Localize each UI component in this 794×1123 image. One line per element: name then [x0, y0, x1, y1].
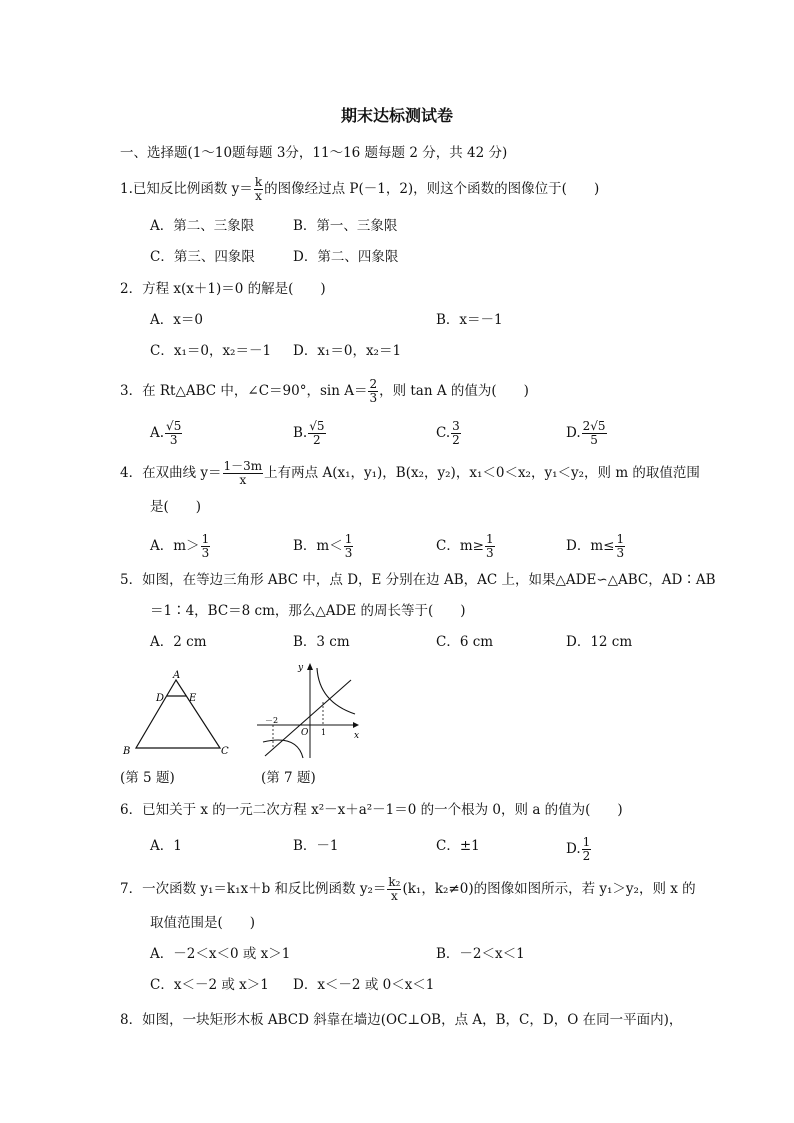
q7-post: (k₁，k₂≠0)的图像如图所示，若 y₁＞y₂，则 x 的 [402, 881, 696, 897]
graph-origin-label: O [301, 728, 309, 738]
figure-5-caption: (第 5 题) [120, 770, 175, 786]
q1-option-a: A．第二、三象限 [150, 218, 255, 234]
q1-option-c: C．第三、四象限 [150, 249, 255, 265]
figure-7-graph [255, 660, 365, 760]
graph-y-axis-label: y [298, 663, 304, 673]
q2-option-c: C．x₁＝0，x₂＝－1 [150, 343, 272, 359]
q3-pre: 3．在 Rt△ABC 中，∠C＝90°，sin A＝ [120, 383, 368, 399]
q4-option-a: A．m＞ $\frac{1}{3}$ [150, 532, 210, 560]
q3-fraction: $\frac{2}{3}$ [369, 377, 378, 405]
vertex-d-label: D [156, 693, 165, 704]
q7-option-c: C．x＜－2 或 x＞1 [150, 977, 269, 993]
q2-option-a: A．x＝0 [150, 312, 203, 328]
q7-fraction: $\frac{\text{k₂}}{x}$ [388, 875, 401, 903]
q3-option-b: B. $\frac{√5}{2}$ [293, 419, 325, 447]
q7-pre: 7．一次函数 y₁＝k₁x＋b 和反比例函数 y₂＝ [120, 881, 387, 897]
q5-option-b: B．3 cm [293, 634, 350, 650]
q7-option-b: B．－2＜x＜1 [436, 946, 525, 962]
q5-option-a: A．2 cm [150, 634, 207, 650]
q6-option-c: C．±1 [436, 838, 480, 854]
q2-option-b: B．x＝－1 [436, 312, 503, 328]
q4-option-b: B．m＜ $\frac{1}{3}$ [293, 532, 353, 560]
q1-post: 的图像经过点 P(－1，2)，则这个函数的图像位于( ) [264, 181, 600, 197]
graph-tick-minus2: －2 [265, 716, 279, 725]
figure-7-caption: (第 7 题) [261, 770, 316, 786]
q2-option-d: D．x₁＝0，x₂＝1 [293, 343, 402, 359]
q3-option-a: A. $\frac{√5}{3}$ [150, 419, 182, 447]
section-heading: 一、选择题(1～10题每题 3分，11～16 题每题 2 分，共 42 分) [120, 145, 508, 161]
q3-post: ，则 tan A 的值为( ) [379, 383, 529, 399]
q4-fraction: $\frac{1-3m}{x}$ [223, 459, 263, 487]
q7-option-d: D．x＜－2 或 0＜x＜1 [293, 977, 435, 993]
question-7-stem-line2: 取值范围是( ) [150, 915, 256, 931]
graph-tick-1: 1 [321, 728, 327, 737]
q5-option-d: D．12 cm [566, 634, 633, 650]
q4-option-c: C．m≥ $\frac{1}{3}$ [436, 532, 494, 560]
q3-option-c: C. $\frac{3}{2}$ [436, 419, 460, 447]
question-5-stem: 5．如图，在等边三角形 ABC 中，点 D，E 分别在边 AB，AC 上，如果△ADE∽△ABC，AD∶AB [120, 572, 716, 588]
q4-post: 上有两点 A(x₁，y₁)，B(x₂，y₂)，x₁＜0＜x₂，y₁＜y₂，则 m 的取值范围 [264, 465, 700, 481]
graph-x-axis-label: x [354, 731, 360, 741]
question-8-stem: 8．如图，一块矩形木板 ABCD 斜靠在墙边(OC⊥OB，点 A，B，C，D，O 在同一平面内)， [120, 1012, 683, 1028]
q6-option-b: B．－1 [293, 838, 339, 854]
q1-pre: 1.已知反比例函数 y＝ [120, 181, 253, 197]
question-6-stem: 6．已知关于 x 的一元二次方程 x²－x＋a²－1＝0 的一个根为 0，则 a 的值为( ) [120, 802, 623, 818]
q6-option-d: D. $\frac{1}{2}$ [566, 835, 591, 863]
vertex-b-label: B [123, 746, 131, 757]
question-1-stem [120, 176, 599, 203]
vertex-c-label: C [221, 746, 229, 757]
figure-5-triangle [115, 668, 235, 758]
question-3-stem [120, 378, 529, 405]
q6-option-a: A．1 [150, 838, 182, 854]
question-7-stem [120, 876, 696, 903]
q4-option-d: D．m≤ $\frac{1}{3}$ [566, 532, 625, 560]
question-4-stem-line2: 是( ) [150, 499, 202, 515]
question-5-stem-line2: ＝1∶4，BC＝8 cm，那么△ADE 的周长等于( ) [150, 603, 466, 619]
vertex-e-label: E [189, 693, 197, 704]
question-2-stem: 2．方程 x(x＋1)＝0 的解是( ) [120, 281, 326, 297]
q4-pre: 4．在双曲线 y＝ [120, 465, 222, 481]
q3-option-d: D. $\frac{2√5}{5}$ [566, 419, 606, 447]
q7-option-a: A．－2＜x＜0 或 x＞1 [150, 946, 291, 962]
question-4-stem [120, 460, 700, 487]
q5-option-c: C．6 cm [436, 634, 494, 650]
q1-option-b: B．第一、三象限 [293, 218, 398, 234]
q1-fraction: $\frac{k}{x}$ [254, 175, 263, 203]
vertex-a-label: A [173, 670, 181, 681]
q1-option-d: D．第二、四象限 [293, 249, 399, 265]
page-title: 期末达标测试卷 [340, 106, 453, 125]
